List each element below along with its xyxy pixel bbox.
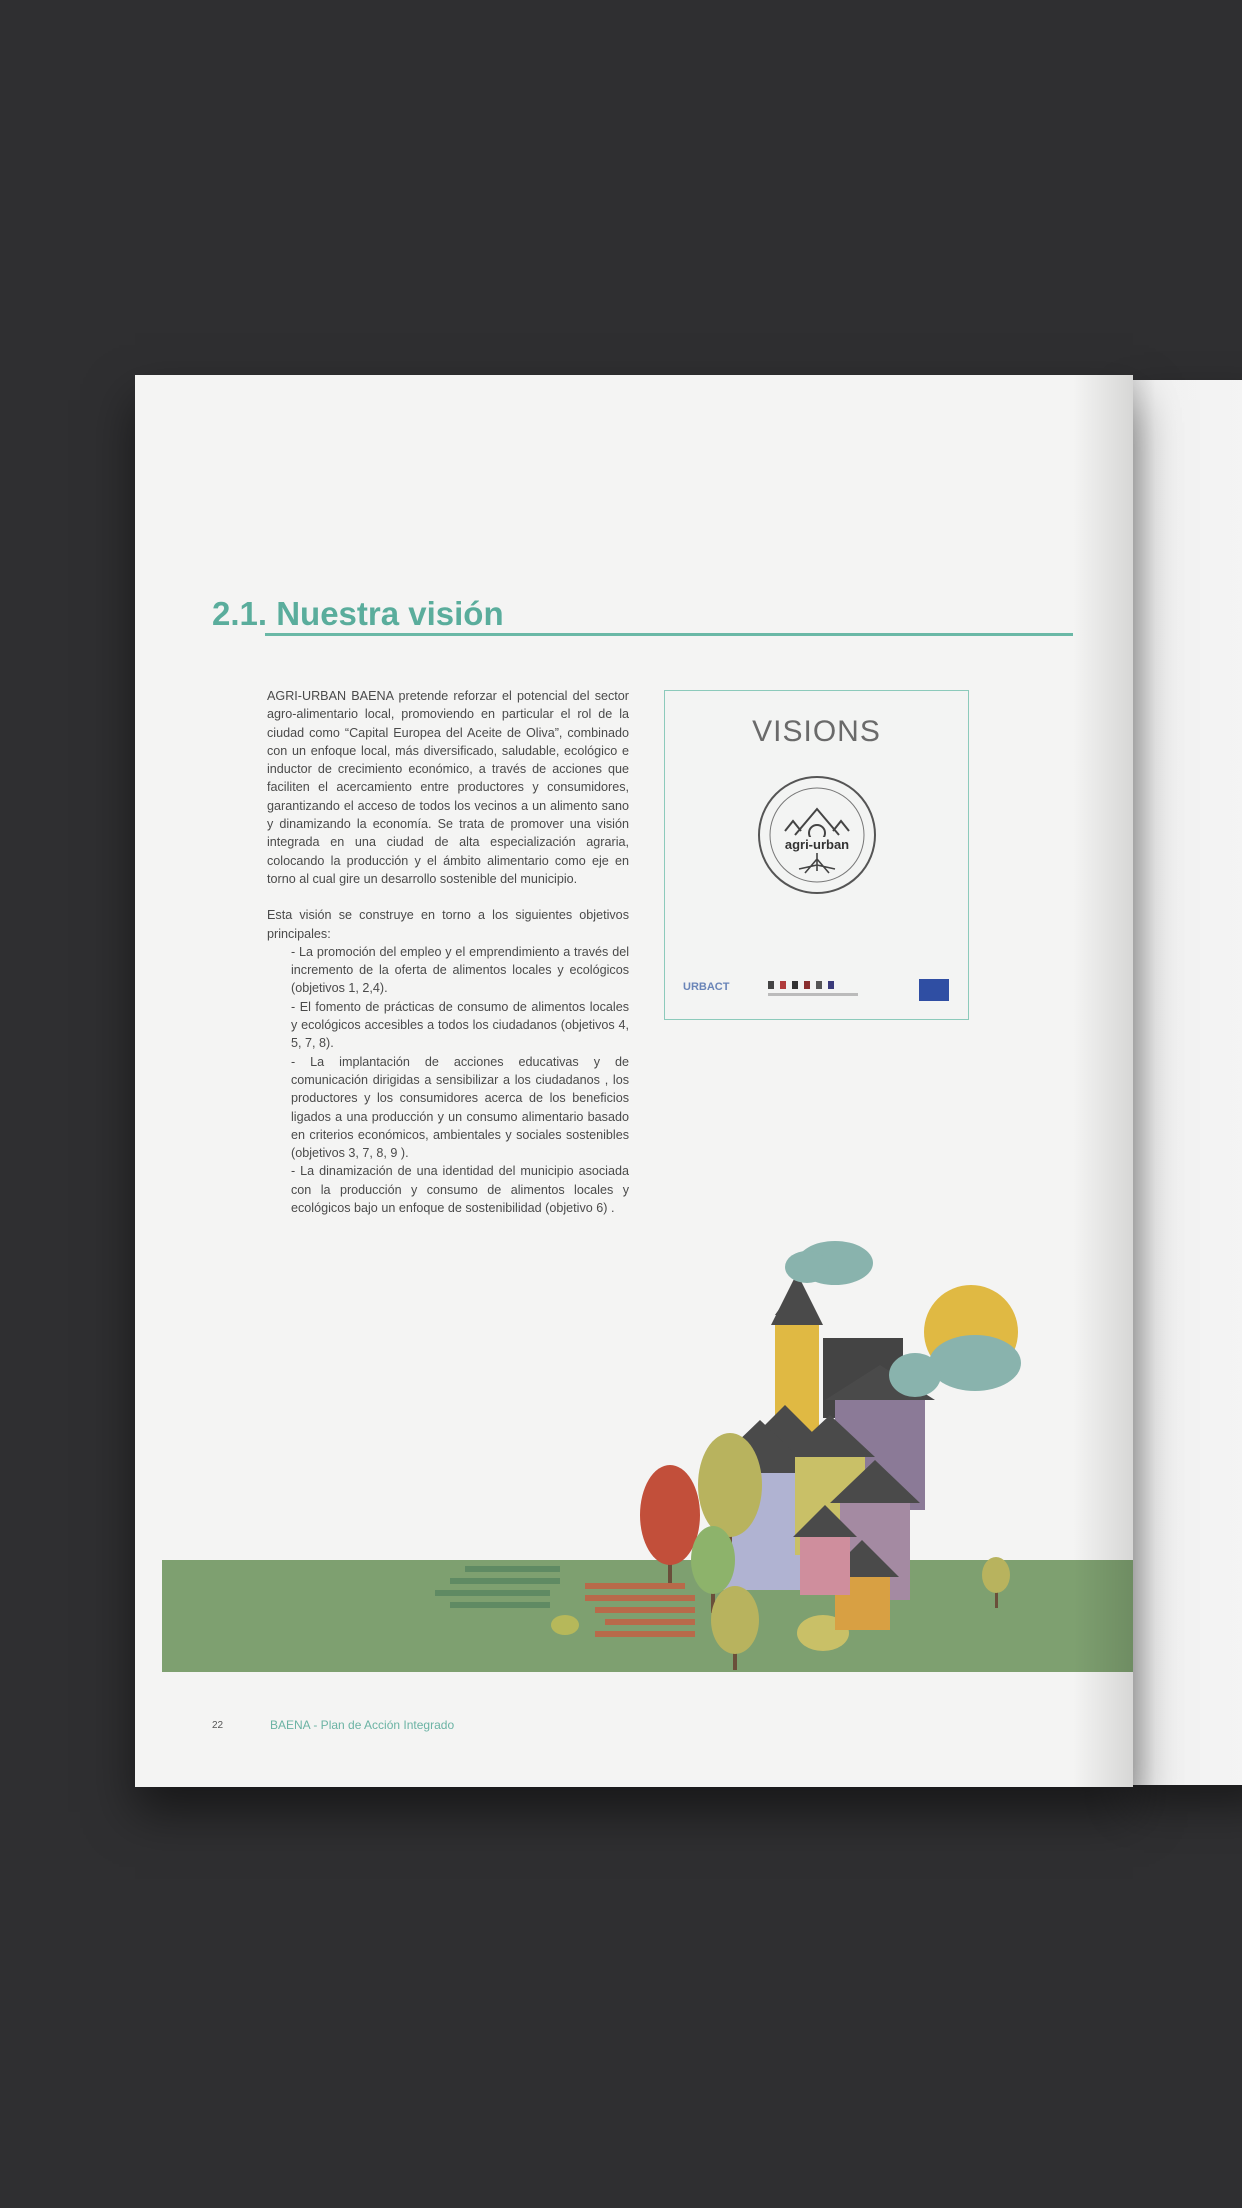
urbact-logo: URBACT [683,981,730,993]
objectives-list [267,943,629,1217]
objective-item: - La implantación de acciones educativas y de comunicación dirigidas a sensibilizar a los ciudadanos , los productores y los consumidores acerca de los beneficios ligados a una producción y un consumo alimentario basado en criterios económicos, ambientales y sociales sostenibles (objetivos 3, 7, 8, 9 ). [291,1054,629,1161]
svg-text:agri-urban: agri-urban [784,837,850,852]
brochure-page [135,375,1133,1787]
visions-title: VISIONS [752,715,881,748]
body-text [267,687,629,1217]
footer-title: BAENA - Plan de Acción Integrado [270,1718,455,1732]
section-title: 2.1. Nuestra visión [212,595,504,632]
page-number: 22 [212,1720,224,1731]
partner-logos [768,979,868,1001]
objectives-intro: Esta visión se construye en torno a los siguientes objetivos principales: [267,908,629,941]
right-page-edge [1130,380,1242,1785]
objective-item: - La promoción del empleo y el emprendimiento a través del incremento de la oferta de alimentos locales y ecológicos (objetivos 1, 2,4). [291,944,629,996]
eu-flag-icon [919,979,949,1001]
intro-paragraph: AGRI-URBAN BAENA pretende reforzar el potencial del sector agro-alimentario local, promoviendo en particular el rol de la ciudad como “Capital Europea del Aceite de Oliva”, combinado con un enfoque local, más diversificado, saludable, ecológico e inductor de crecimiento económico, a través de acciones que faciliten el acercamiento entre productores y consumidores, garantizando el acceso de todos los vecinos a un alimento sano y dinamizando la economía. Se trata de promover una visión integrada en una ciudad de alta especialización agraria, colocando la producción y el ámbito alimentario como eje en torno al cual gire un desarrollo sostenible del municipio. [267,689,629,886]
agri-urban-seal-logo [755,773,879,903]
objective-item: - El fomento de prácticas de consumo de alimentos locales y ecológicos accesibles a todos los ciudadanos (objetivos 4, 5, 7, 8). [291,999,629,1051]
objective-item: - La dinamización de una identidad del municipio asociada con la producción y consumo de alimentos locales y ecológicos bajo un enfoque de sostenibilidad (objetivo 6) . [291,1164,629,1216]
visions-image-box [664,690,969,1020]
town-illustration [135,1215,1133,1715]
title-underline [265,633,1073,636]
